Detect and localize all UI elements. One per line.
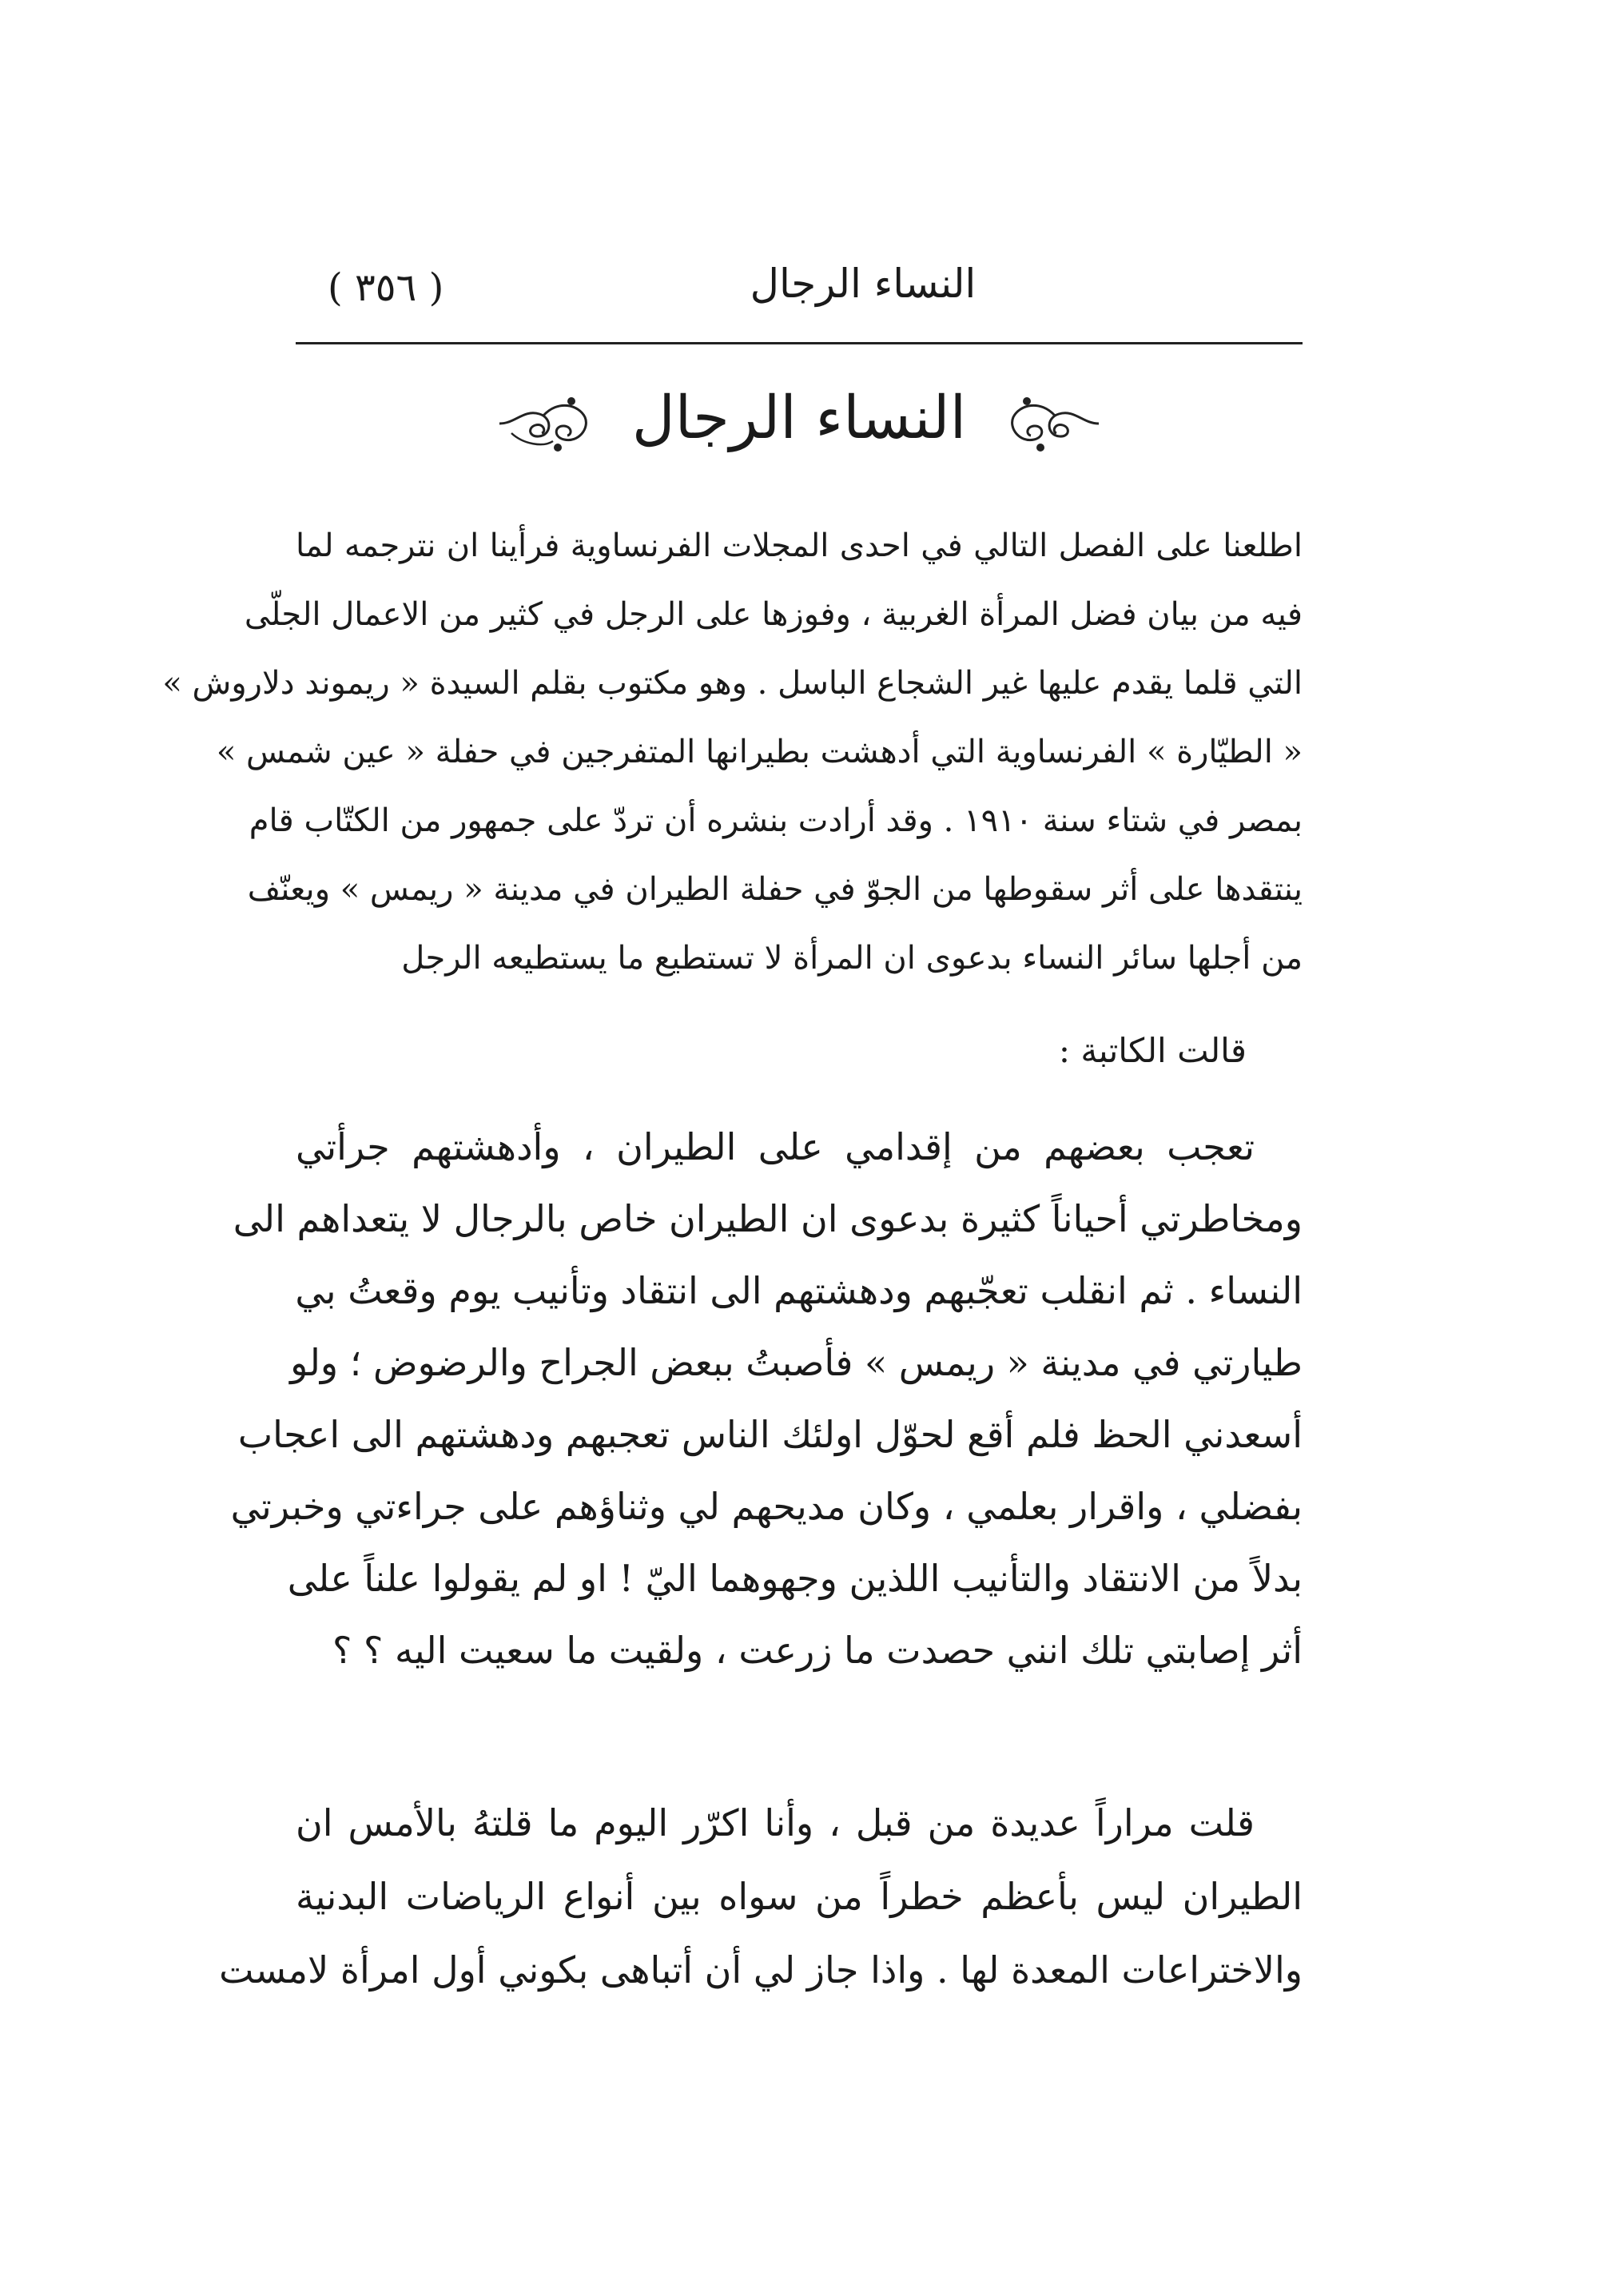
paragraph-line: طيارتي في مدينة « ريمس » فأصبتُ ببعض الجراح والرضوض ؛ ولو xyxy=(290,1341,1303,1384)
article-title: النساء الرجال xyxy=(631,384,967,452)
intro-line: « الطيّارة » الفرنساوية التي أدهشت بطيرانها المتفرجين في حفلة « عين شمس » xyxy=(216,734,1303,770)
paragraph-line: بفضلي ، واقرار بعلمي ، وكان مديحهم لي وثناؤهم على جراءتي وخبرتي xyxy=(230,1485,1303,1528)
ornament-left-icon xyxy=(495,392,591,456)
ornament-right-icon xyxy=(1007,392,1103,456)
page-number: ( ٣٥٦ ) xyxy=(328,265,444,310)
paragraph-line: والاختراعات المعدة لها . واذا جاز لي أن أتباهى بكوني أول امرأة لامست xyxy=(219,1948,1303,1992)
intro-line: بمصر في شتاء سنة ١٩١٠ . وقد أرادت بنشره أن تردّ على جمهور من الكتّاب قام xyxy=(249,802,1303,839)
paragraph-line: النساء . ثم انقلب تعجّبهم ودهشتهم الى انتقاد وتأنيب يوم وقعتُ بي xyxy=(295,1269,1303,1312)
attribution: قالت الكاتبة : xyxy=(1058,1031,1247,1070)
intro-line: التي قلما يقدم عليها غير الشجاع الباسل . وهو مكتوب بقلم السيدة « ريموند دلاروش » xyxy=(162,665,1303,702)
article-title-row xyxy=(296,376,1303,479)
paragraph-line: بدلاً من الانتقاد والتأنيب اللذين وجهوهما اليّ ! او لم يقولوا علناً على xyxy=(287,1557,1303,1600)
intro-line: اطلعنا على الفصل التالي في احدى المجلات الفرنساوية فرأينا ان نترجمه لما xyxy=(296,527,1303,564)
intro-line: من أجلها سائر النساء بدعوى ان المرأة لا تستطيع ما يستطيعه الرجل xyxy=(401,940,1303,977)
intro-paragraph xyxy=(162,511,1303,993)
paragraph-line: أسعدني الحظ فلم أقع لحوّل اولئك الناس تعجبهم ودهشتهم الى اعجاب xyxy=(237,1413,1303,1456)
body-paragraph-2 xyxy=(219,1786,1303,2007)
intro-line: فيه من بيان فضل المرأة الغربية ، وفوزها على الرجل في كثير من الاعمال الجلّى xyxy=(244,596,1303,633)
paragraph-line: ومخاطرتي أحياناً كثيرة بدعوى ان الطيران خاص بالرجال لا يتعداهم الى xyxy=(233,1197,1303,1240)
body-paragraph-1 xyxy=(230,1111,1303,1686)
header-rule xyxy=(296,342,1303,344)
intro-line: ينتقدها على أثر سقوطها من الجوّ في حفلة الطيران في مدينة « ريمس » ويعنّف xyxy=(247,871,1303,908)
paragraph-line: قلت مراراً عديدة من قبل ، وأنا اكرّر اليوم ما قلتهُ بالأمس ان xyxy=(296,1801,1255,1844)
paragraph-line: أثر إصابتي تلك انني حصدت ما زرعت ، ولقيت ما سعيت اليه ؟ ؟ xyxy=(332,1629,1303,1672)
running-header xyxy=(296,254,1303,334)
running-title: النساء الرجال xyxy=(750,261,977,307)
paragraph-line: تعجب بعضهم من إقدامي على الطيران ، وأدهشتهم جرأتي xyxy=(296,1125,1255,1168)
paragraph-line: الطيران ليس بأعظم خطراً من سواه بين أنواع الرياضات البدنية xyxy=(296,1875,1303,1918)
